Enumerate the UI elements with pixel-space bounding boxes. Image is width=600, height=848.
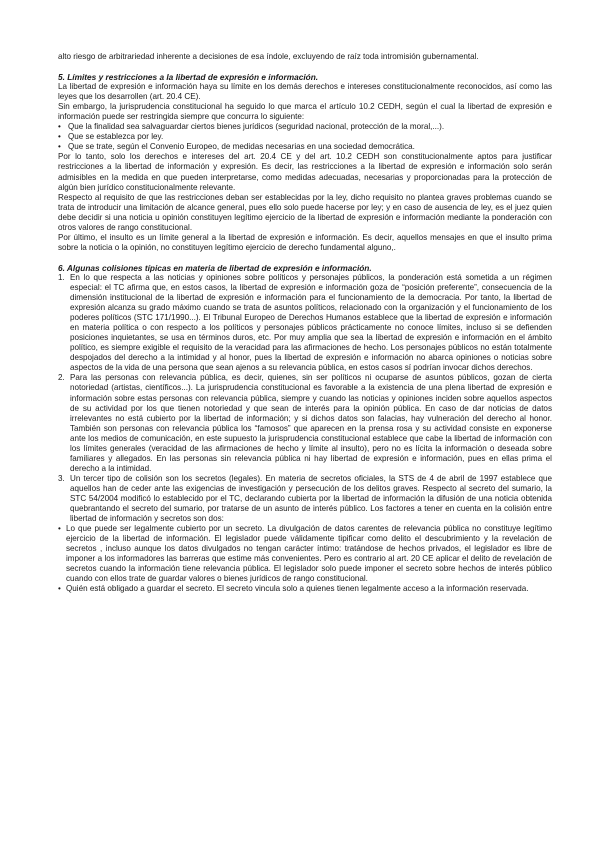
list-item — [58, 524, 552, 584]
list-item-text: Que la finalidad sea salvaguardar ciertos bienes jurídicos (seguridad nacional, protección de la moral,...). — [68, 122, 445, 132]
list-item — [58, 122, 552, 132]
s5-paragraph-1: La libertad de expresión e información haya su límite en los demás derechos e intereses constitucionalmente reconocidos, así como las leyes que los desarrollen (art. 20.4 CE). — [58, 82, 552, 102]
list-item-text: Que se trate, según el Convenio Europeo, de medidas necesarias en una sociedad democrática. — [68, 142, 415, 152]
numbered-item-text: Para las personas con relevancia pública, es decir, quienes, sin ser políticos ni ocuparse de asuntos públicos, gozan de cierta notoriedad (artistas, científicos...). La jurisprudencia constitucional es favorable a la existencia de una plena libertad de expresión e información sobre estas personas con relevancia pública, siempre y cuando las noticias y opiniones inciden sobre aquellos aspectos de su actividad por los que tienen notoriedad y que sean de interés para la opinión pública. En caso de dar noticias de datos irrelevantes no está cubierto por la libertad de información; y si dichos datos son falacias, hay vulneración del derecho al honor. También son personas con relevancia pública los “famosos” que aparecen en la prensa rosa y su actividad consiste en exponerse ante los medios de comunicación, en este supuesto la jurisprudencia constitucional establece que cabe la libertad de información con los límites generales (veracidad de las afirmaciones de hecho y límite al insulto), pero no es lícita la información o deseada sobre familiares y allegados. En las personas sin relevancia pública ni hay libertad de expresión e información, pues en ellas prima el derecho a la intimidad. — [70, 373, 552, 473]
bullet-mark: • — [58, 584, 61, 594]
numbered-item — [58, 273, 552, 373]
list-item-text: Quién está obligado a guardar el secreto. El secreto vincula solo a quienes tienen legalmente acceso a la información reservada. — [66, 584, 529, 594]
s5-paragraph-4: Respecto al requisito de que las restricciones deban ser establecidas por la ley, dicho requisito no plantea graves problemas cuando se trata de introducir una limitación de alcance general, pues ello solo puede hacerse por ley; y en caso de ausencia de ley, es el juez quien debe decidir si una noticia u opinión constituyen legítimo ejercicio de la libertad de expresión e información mediante la ponderación con otros valores de rango constitucional. — [58, 192, 552, 232]
s5-paragraph-2: Sin embargo, la jurisprudencia constitucional ha seguido lo que marca el artículo 10.2 CEDH, según el cual la libertad de expresión e información puede ser restringida siempre que concurra lo siguiente: — [58, 102, 552, 122]
item-number: 1. — [58, 272, 65, 282]
bullet-mark: • — [58, 132, 61, 142]
numbered-item-text: Un tercer tipo de colisión son los secretos (legales). En materia de secretos oficiales, la STS de 4 de abril de 1997 establece que aquellos han de ceder ante las exigencias de investigación y persecución de los delitos graves. Respecto al secreto del sumario, la STC 54/2004 modificó lo establecido por el TC, declarando cubierta por la libertad de información la difusión de una noticia obtenida quebrantando el secreto del sumario, por tratarse de un asunto de interés público. Los factores a tener en cuenta en la colisión entre libertad de información y secretos son dos: — [70, 473, 552, 524]
document-page — [58, 52, 552, 594]
item-number: 2. — [58, 373, 65, 383]
section-6-title: 6. Algunas colisiones típicas en materia de libertad de expresión e información. — [58, 262, 372, 273]
bullet-mark: • — [58, 524, 61, 534]
numbered-item — [58, 373, 552, 473]
list-item — [58, 584, 552, 594]
bullet-mark: • — [58, 122, 61, 132]
s5-paragraph-5: Por último, el insulto es un límite general a la libertad de expresión e información. Es decir, aquellos mensajes en que el insulto prima sobre la noticia o la opinión, no constituyen legítimo ejercicio de derecho fundamental alguno,. — [58, 232, 552, 252]
section-5-title: 5. Límites y restricciones a la libertad de expresión e información. — [58, 72, 319, 83]
intro-paragraph: alto riesgo de arbitrariedad inherente a decisiones de esa índole, excluyendo de raíz toda intromisión gubernamental. — [58, 52, 479, 61]
item-number: 3. — [58, 473, 65, 483]
list-item — [58, 132, 552, 142]
s5-paragraph-3: Por lo tanto, solo los derechos e intereses del art. 20.4 CE y del art. 10.2 CEDH son constitucionalmente aptos para justificar restricciones a la libertad de información y expresión. Es decir, las restricciones a la libertad de expresión e información solo serán admisibles en la medida en que pueden interpretarse, como medidas adecuadas, necesarias y proporcionadas para la protección de algún bien jurídico constitucionalmente relevante. — [58, 152, 552, 192]
list-item-text: Lo que puede ser legalmente cubierto por un secreto. La divulgación de datos carentes de relevancia pública no constituye legítimo ejercicio de la libertad de información. El legislador puede válidamente tipificar como delito el descubrimiento y la revelación de secretos , incluso aunque los datos divulgados no tengan carácter íntimo: tratándose de hechos privados, el legislador es libre de imponer a los informadores las barreras que estime más convenientes. Pero es contrario al art. 20 CE aplicar el delito de revelación de secretos cuando la información tiene relevancia pública. El legislador solo puede imponer el secreto sobre hechos de interés público cuando con ellos trate de guardar valores o bienes jurídicos de rango constitucional. — [66, 524, 552, 584]
numbered-item-text: En lo que respecta a las noticias y opiniones sobre políticos y personajes públicos, la ponderación está sometida a un régimen especial: el TC afirma que, en estos casos, la libertad de expresión e información goza de “posición preferente”, consecuencia de la dimensión institucional de la libertad de expresión e información para el funcionamiento de la democracia. Por tanto, la libertad de expresión alcanza su grado máximo cuando se trata de asuntos políticos, relacionado con la organización y el funcionamiento de los poderes políticos (STC 171/1990...). El Tribunal Europeo de Derechos Humanos establece que la libertad de expresión e información en materia política o con respecto a los políticos y personajes públicos prácticamente no conoce límites, incluso si se defienden posiciones inquietantes, se usa en términos duros, etc. Por muy amplia que sea la libertad de expresión e información en el ámbito político, es siempre exigible el requisito de la veracidad para las afirmaciones de hecho. Los personajes públicos no están totalmente despojados del derecho a la intimidad y al honor, pues la libertad de expresión e información no abarca opiniones o noticias sobre aspectos de la vida de una persona que sean ajenos a su relevancia pública, en estos casos sí podrían invocar dichos derechos. — [70, 272, 552, 373]
list-item — [58, 142, 552, 152]
list-item-text: Que se establezca por ley. — [68, 132, 164, 142]
bullet-mark: • — [58, 142, 61, 152]
numbered-item — [58, 474, 552, 524]
